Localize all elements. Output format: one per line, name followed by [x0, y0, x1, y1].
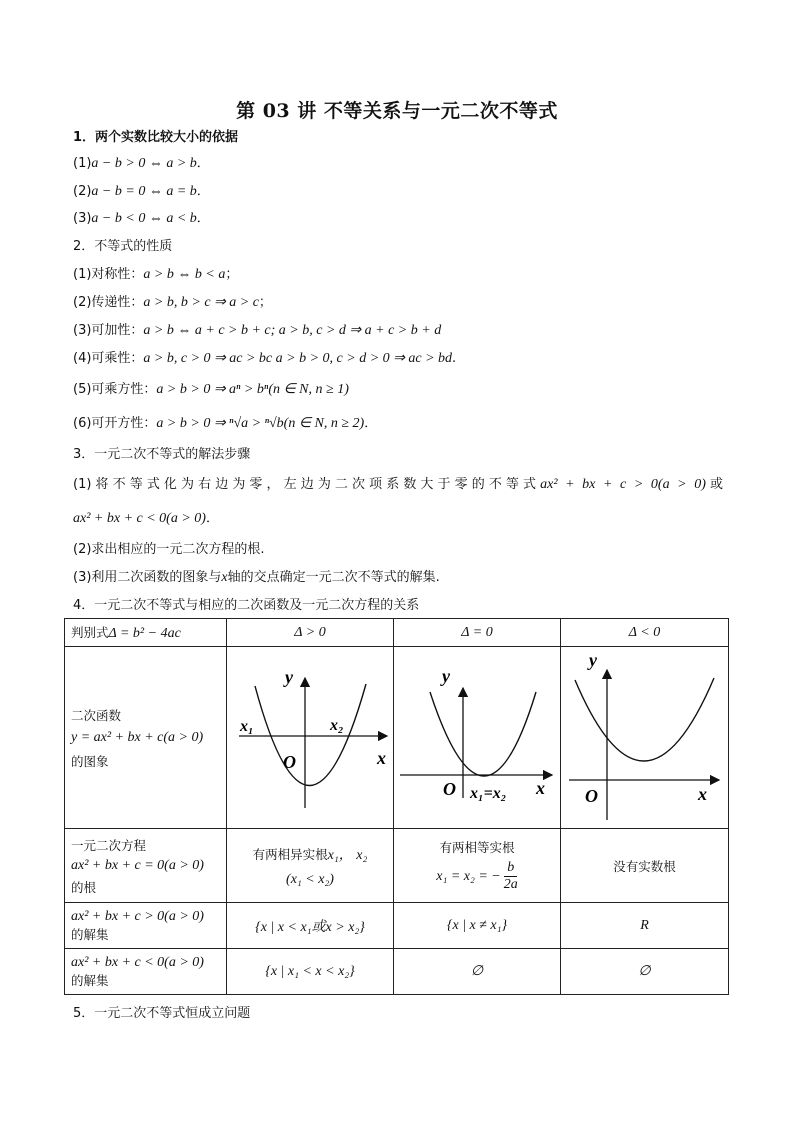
s2-item-2	[73, 291, 272, 311]
table-row-lt	[65, 949, 729, 995]
root-x2-label: x₂	[330, 716, 344, 734]
graph-double-root	[394, 648, 560, 828]
s3-step-1-or: 或	[705, 477, 723, 492]
section-4-heading: 4．一元二次不等式与相应的二次函数及一元二次方程的关系	[73, 598, 420, 613]
s2-item-3-label: (3)可加性：	[73, 323, 144, 338]
s3-step-1-cont-math: ax² + bx + c < 0(a > 0)	[73, 511, 206, 526]
s1-item-2	[73, 180, 210, 200]
s2-item-1	[73, 263, 238, 283]
s3-step-2: (2)求出相应的一元二次方程的根.	[73, 542, 265, 557]
row-gt-label-1: ax² + bx + c > 0(a > 0)	[71, 908, 204, 924]
section-3-heading: 3．一元二次不等式的解法步骤	[73, 447, 251, 462]
s2-item-1-end: ；	[225, 267, 239, 282]
graph-cell-zero	[394, 647, 561, 829]
fraction	[504, 860, 518, 893]
x-axis-label: x	[698, 783, 707, 804]
relation-table	[64, 618, 729, 995]
s2-item-2-end: ；	[258, 295, 272, 310]
root-x1-label: x₁	[240, 717, 254, 735]
s3-step-1-cont-end: ．	[205, 511, 219, 526]
s1-item-1-label: (1)	[73, 156, 92, 171]
table-row-equation	[65, 829, 729, 903]
parabola-curve	[255, 684, 366, 786]
header-delta-pos: Δ > 0	[227, 619, 394, 647]
y-axis-label: y	[285, 666, 293, 687]
row-eq-neg: 没有实数根	[561, 829, 729, 903]
table-row-gt	[65, 903, 729, 949]
double-root-label: x₁=x₂	[470, 784, 507, 802]
s2-item-2-label: (2)传递性：	[73, 295, 144, 310]
origin-label: O	[585, 785, 598, 806]
section-1-heading: 1．两个实数比较大小的依据	[73, 130, 239, 145]
header-label-math: Δ = b² − 4ac	[108, 626, 181, 641]
s3-step-1-math: ax² + bx + c > 0(a > 0)	[540, 477, 706, 492]
page-title: 第 03 讲 不等关系与一元二次不等式	[236, 100, 558, 122]
row-graph-label	[65, 647, 227, 829]
s2-item-4-end: .	[452, 351, 457, 366]
row-eq-pos	[227, 829, 394, 903]
row-eq-zero	[394, 829, 561, 903]
row-lt-label	[65, 949, 227, 995]
s2-item-6	[73, 412, 377, 432]
graph-two-roots	[227, 648, 393, 828]
s1-item-3-label: (3)	[73, 211, 92, 226]
row-graph-label-2: y = ax² + bx + c(a > 0)	[71, 729, 204, 745]
s2-item-2-math: a > b, b > c ⇒ a > c	[143, 295, 259, 310]
row-eq-zero-math: x₁ = x₂ = −	[436, 868, 501, 884]
s2-item-5-math: a > b > 0 ⇒ aⁿ > bⁿ(n ∈ N, n ≥ 1)	[156, 382, 349, 397]
origin-label: O	[283, 751, 296, 772]
s1-item-1-end: ．	[196, 156, 210, 171]
y-axis-label: y	[589, 649, 597, 670]
row-gt-zero: {x | x ≠ x₁}	[394, 903, 561, 949]
x-axis-label: x	[536, 777, 545, 798]
header-discriminant	[65, 619, 227, 647]
parabola-curve	[430, 692, 536, 776]
row-graph-label-3: 的图象	[71, 753, 109, 769]
row-gt-pos: {x | x < x₁或x > x₂}	[227, 903, 394, 949]
row-gt-neg: R	[561, 903, 729, 949]
row-eq-zero-formula	[436, 860, 518, 893]
s2-item-6-end: ．	[364, 416, 378, 431]
row-eq-label	[65, 829, 227, 903]
parabola-curve	[575, 678, 714, 761]
s1-item-1	[73, 152, 210, 172]
row-graph-label-1: 二次函数	[71, 707, 122, 723]
row-gt-label	[65, 903, 227, 949]
table-header-row	[65, 619, 729, 647]
s1-item-2-end: ．	[196, 184, 210, 199]
s2-item-4-math: a > b, c > 0 ⇒ ac > bc a > b > 0, c > d > 0 ⇒ ac > bd	[143, 351, 453, 366]
row-eq-label-1: 一元二次方程	[71, 837, 147, 853]
header-label: 判别式	[71, 625, 109, 640]
x-axis-label: x	[377, 747, 386, 768]
s1-item-3-end: ．	[196, 211, 210, 226]
y-axis-label: y	[442, 665, 450, 686]
graph-cell-pos	[227, 647, 394, 829]
row-lt-pos: {x | x₁ < x < x₂}	[227, 949, 394, 995]
s1-item-3-math: a − b < 0 ⇔ a < b	[91, 211, 197, 226]
section-5-heading: 5．一元二次不等式恒成立问题	[73, 1006, 251, 1021]
s2-item-5	[73, 378, 349, 398]
s3-step-1-text: (1)将不等式化为右边为零，左边为二次项系数大于零的不等式	[73, 477, 541, 492]
row-lt-label-1: ax² + bx + c < 0(a > 0)	[71, 954, 204, 970]
row-eq-pos-math1: x₁， x₂	[327, 847, 368, 863]
graph-no-root	[561, 648, 728, 828]
s2-item-4-label: (4)可乘性：	[73, 351, 144, 366]
s2-item-5-label: (5)可乘方性：	[73, 382, 157, 397]
s1-item-1-math: a − b > 0 ⇔ a > b	[91, 156, 197, 171]
s3-step-1-cont	[73, 507, 219, 527]
s2-item-3	[73, 319, 441, 339]
row-gt-label-2: 的解集	[71, 926, 109, 942]
header-delta-neg: Δ < 0	[561, 619, 729, 647]
fraction-numerator: b	[504, 860, 517, 877]
s3-step-3-x: x	[221, 570, 228, 585]
section-2-heading: 2．不等式的性质	[73, 239, 173, 254]
s1-item-2-label: (2)	[73, 184, 92, 199]
s1-item-2-math: a − b = 0 ⇔ a = b	[91, 184, 197, 199]
s2-item-1-label: (1)对称性：	[73, 267, 144, 282]
row-eq-zero-text: 有两相等实根	[439, 840, 515, 855]
row-eq-pos-text: 有两相异实根	[252, 846, 328, 862]
graph-cell-neg	[561, 647, 729, 829]
s3-step-3-b: 轴的交点确定一元二次不等式的解集.	[227, 570, 440, 585]
s2-item-6-math: a > b > 0 ⇒ ⁿ√a > ⁿ√b(n ∈ N, n ≥ 2)	[156, 416, 365, 431]
s3-step-3	[73, 566, 440, 586]
s2-item-4	[73, 347, 456, 367]
s2-item-1-math: a > b ⇔ b < a	[143, 267, 226, 282]
row-eq-label-3: 的根	[71, 879, 97, 895]
origin-label: O	[443, 778, 456, 799]
s2-item-6-label: (6)可开方性：	[73, 416, 157, 431]
row-lt-label-2: 的解集	[71, 972, 109, 988]
row-lt-neg: ∅	[561, 949, 729, 995]
s2-item-3-math: a > b ⇔ a + c > b + c; a > b, c > d ⇒ a + c > b + d	[143, 323, 442, 338]
row-eq-pos-math2: (x₁ < x₂)	[286, 871, 334, 887]
header-delta-zero: Δ = 0	[394, 619, 561, 647]
table-row-graph	[65, 647, 729, 829]
s1-item-3	[73, 207, 210, 227]
row-eq-label-2: ax² + bx + c = 0(a > 0)	[71, 857, 204, 873]
s3-step-1	[73, 473, 723, 493]
s3-step-3-a: (3)利用二次函数的图象与	[73, 570, 222, 585]
row-lt-zero: ∅	[394, 949, 561, 995]
fraction-denominator: 2a	[503, 877, 518, 892]
